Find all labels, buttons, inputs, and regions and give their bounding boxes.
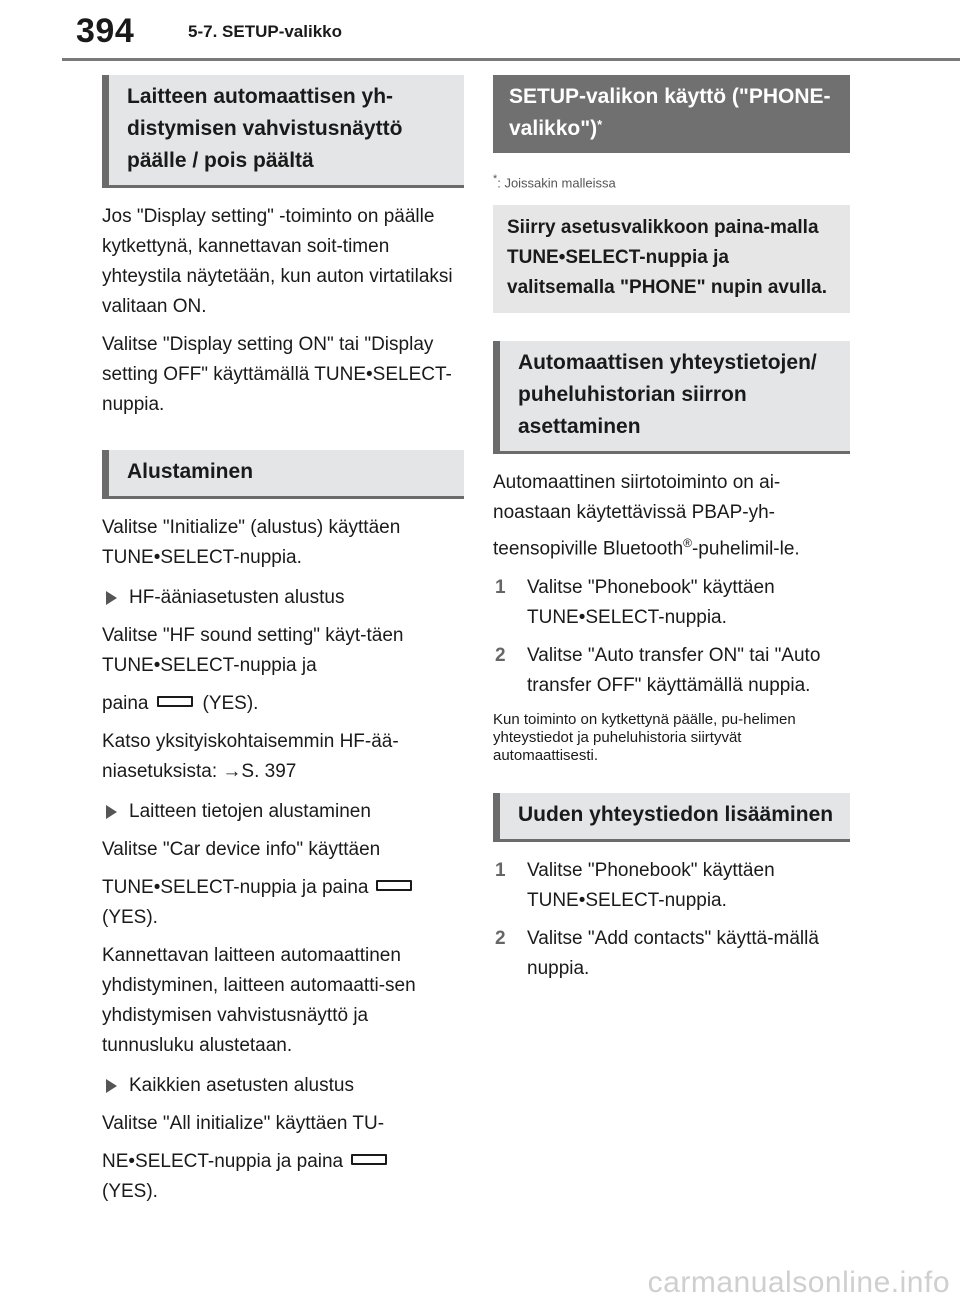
text: TUNE•SELECT-nuppia ja paina <box>102 877 369 898</box>
text: (YES). <box>202 693 259 714</box>
step-number: 2 <box>495 644 506 666</box>
triangle-bullet-icon <box>106 805 117 819</box>
step-number: 1 <box>495 576 506 598</box>
footnote-mark: * <box>493 173 498 185</box>
paragraph: Jos "Display setting" -toiminto on päälle kytkettynä, kannettavan soit-timen yhteystila näytetään, kun auton virtatilaksi valitaan ON. <box>102 206 453 317</box>
yes-button-icon <box>376 880 412 891</box>
footnote-mark: * <box>597 117 603 132</box>
paragraph <box>493 468 850 564</box>
paragraph: Valitse "Car device info" käyttäen <box>102 839 381 860</box>
text: paina <box>102 693 149 714</box>
heading-text: SETUP-valikon käyttö ("PHONE-valikko") <box>509 85 831 140</box>
page-number: 394 <box>76 12 135 50</box>
paragraph-with-button <box>102 689 464 719</box>
step-text: Valitse "Auto transfer ON" tai "Auto transfer OFF" käyttämällä nuppia. <box>527 644 821 696</box>
heading-auto-transfer: Automaattisen yhteystietojen/ puheluhistorian siirron asettaminen <box>493 341 850 454</box>
step-number: 1 <box>495 859 506 881</box>
bullet-device-info <box>102 797 464 827</box>
step-text: Valitse "Phonebook" käyttäen TUNE•SELECT-nuppia. <box>527 576 775 628</box>
bullet-label: Kaikkien asetusten alustus <box>129 1075 354 1096</box>
text: NE•SELECT-nuppia ja paina <box>102 1151 344 1172</box>
yes-button-icon <box>351 1154 387 1165</box>
text: -puhelimil-le. <box>691 538 800 560</box>
step-item <box>493 924 850 984</box>
paragraph: Valitse "HF sound setting" käyt-täen TUNE•SELECT-nuppia ja <box>102 625 404 676</box>
bullet-hf-sound <box>102 583 464 613</box>
step-number: 2 <box>495 927 506 949</box>
watermark: carmanualsonline.info <box>647 1266 950 1299</box>
small-note: Kun toiminto on kytkettynä päälle, pu-helimen yhteystiedot ja puheluhistoria siirtyvät automaattisesti. <box>493 710 796 764</box>
heading-add-contact: Uuden yhteystiedon lisääminen <box>493 793 850 842</box>
paragraph-with-button <box>102 1147 464 1207</box>
text: (YES). <box>102 907 158 928</box>
triangle-bullet-icon <box>106 591 117 605</box>
step-text: Valitse "Add contacts" käyttä-mällä nuppia. <box>527 927 819 979</box>
footnote-text: : Joissakin malleissa <box>497 175 616 191</box>
step-item <box>493 856 850 916</box>
heading-initialize: Alustaminen <box>102 450 464 499</box>
registered-mark: ® <box>683 536 692 551</box>
heading-setup-phone <box>493 75 850 153</box>
footnote <box>493 171 850 191</box>
paragraph: Kannettavan laitteen automaattinen yhdistyminen, laitteen automaatti-sen yhdistymisen vahvistusnäyttö ja tunnusluku alustetaan. <box>102 945 416 1056</box>
paragraph-with-button <box>102 873 464 933</box>
paragraph: Valitse "Initialize" (alustus) käyttäen TUNE•SELECT-nuppia. <box>102 517 401 568</box>
bullet-all-initialize <box>102 1071 464 1101</box>
bullet-label: Laitteen tietojen alustaminen <box>129 801 371 822</box>
heading-auto-connect: Laitteen automaattisen yh-distymisen vahvistusnäyttö päälle / pois päältä <box>102 75 464 188</box>
page-header <box>0 0 960 62</box>
right-column <box>493 75 850 984</box>
left-column <box>102 75 464 1207</box>
text: Automaattinen siirtotoiminto on ai-noastaan käytettävissä PBAP-yh-teensopiville Bluetooth <box>493 472 781 560</box>
paragraph: Katso yksityiskohtaisemmin HF-ää-niasetuksista: →S. 397 <box>102 731 399 782</box>
paragraph: Valitse "All initialize" käyttäen TU- <box>102 1113 385 1134</box>
triangle-bullet-icon <box>106 1079 117 1093</box>
bullet-label: HF-ääniasetusten alustus <box>129 587 345 608</box>
yes-button-icon <box>157 696 193 707</box>
step-item <box>493 573 850 633</box>
text: (YES). <box>102 1181 158 1202</box>
header-rule <box>62 58 960 61</box>
section-title: 5-7. SETUP-valikko <box>188 22 343 41</box>
instruction-box: Siirry asetusvalikkoon paina-malla TUNE•SELECT-nuppia ja valitsemalla "PHONE" nupin avulla. <box>493 205 850 313</box>
step-item <box>493 641 850 701</box>
step-text: Valitse "Phonebook" käyttäen TUNE•SELECT-nuppia. <box>527 859 775 911</box>
paragraph: Valitse "Display setting ON" tai "Display setting OFF" käyttämällä TUNE•SELECT-nuppia. <box>102 334 452 415</box>
